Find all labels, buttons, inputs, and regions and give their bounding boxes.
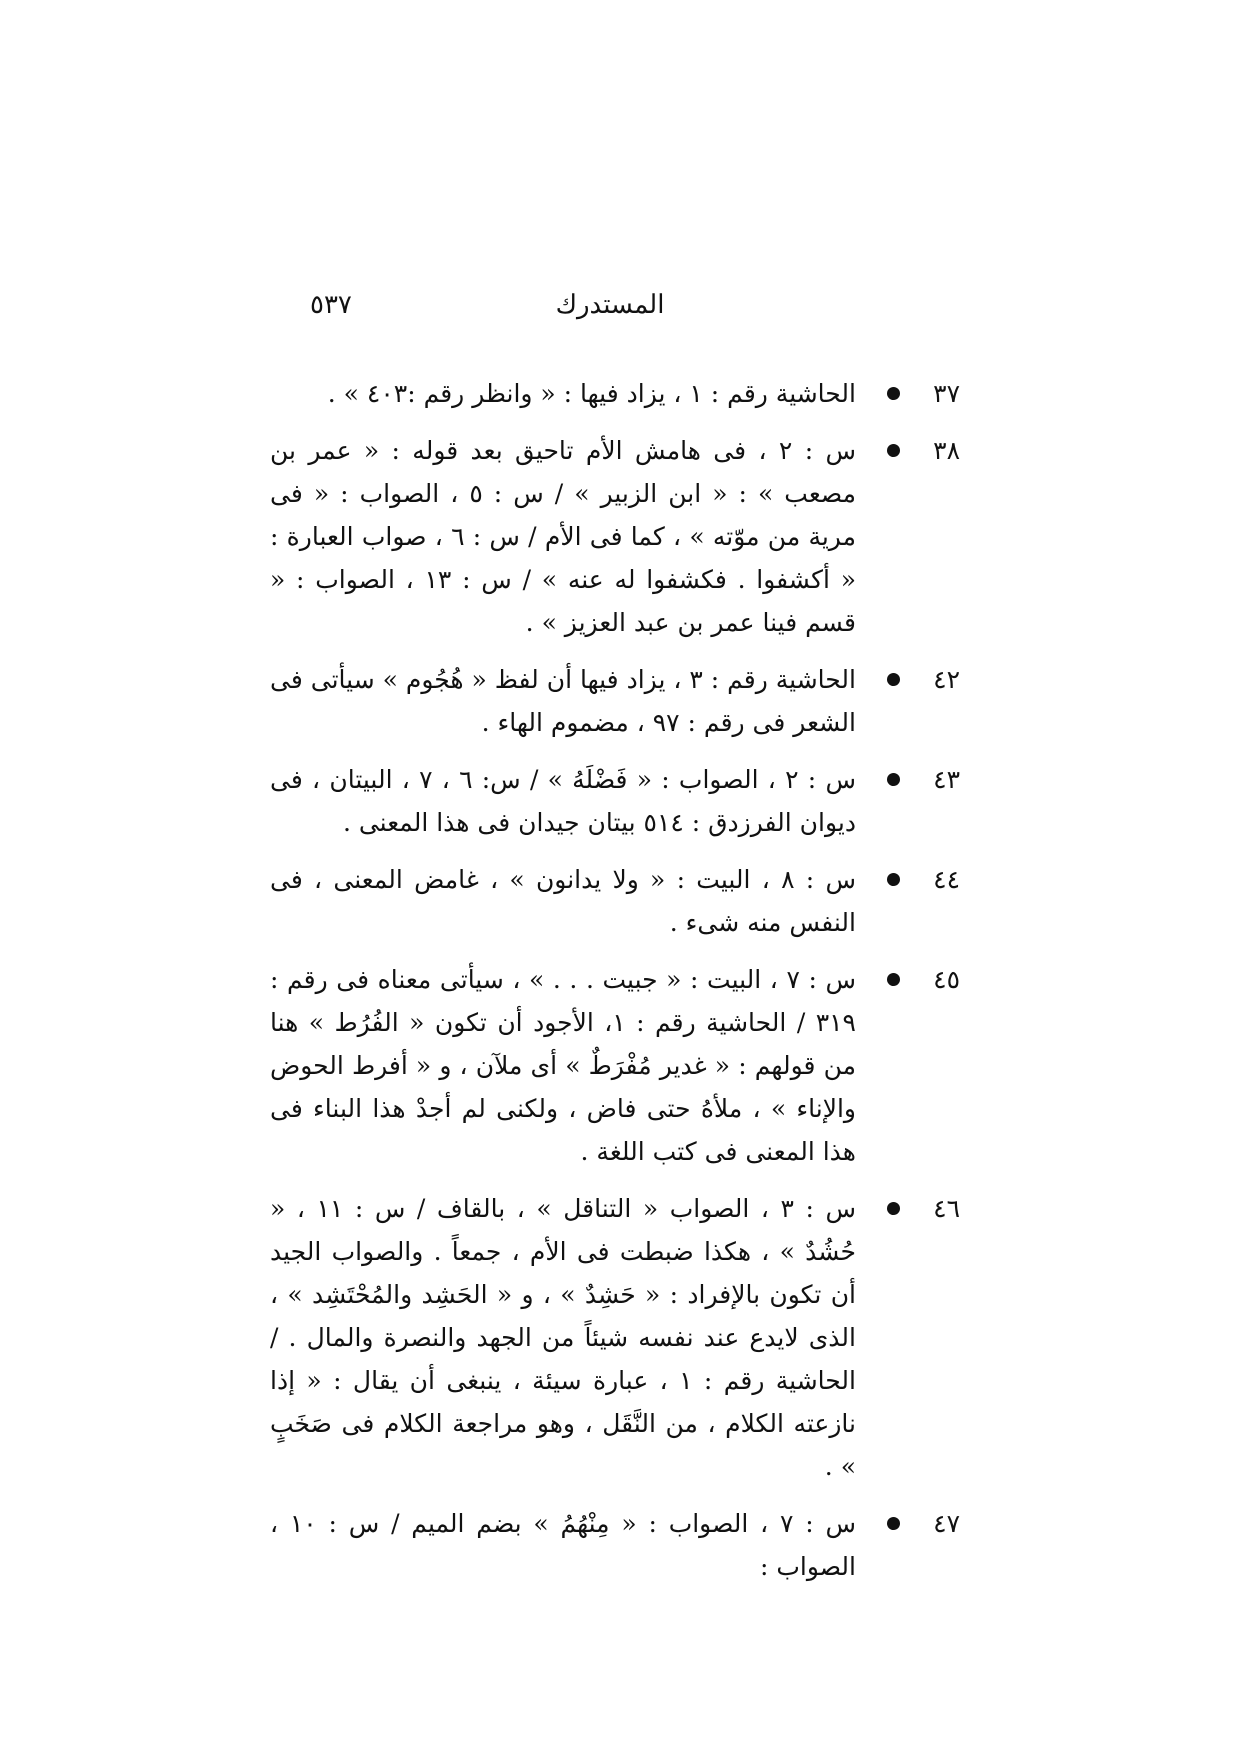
bullet-icon [887, 1202, 900, 1215]
entry-text: س : ٧ ، البيت : « جبيت . . . » ، سيأتى معناه فى رقم : ٣١٩ / الحاشية رقم : ١، الأجود أن تكون « الفُرُط » هنا من قولهم : « غدير مُفْرَطٌ » أى ملآن ، و « أفرط الحوض والإناء » ، ملأهُ حتى فاض ، ولكنى لم أجدْ هذا البناء فى هذا المعنى فى كتب اللغة . [270, 965, 856, 1166]
bullet-icon [887, 673, 900, 686]
entry-number: ٤٧ [933, 1509, 960, 1538]
entry-43 [270, 758, 960, 844]
entry-text: الحاشية رقم : ١ ، يزاد فيها : « وانظر رقم :٤٠٣ » . [327, 379, 856, 408]
page-number: ٥٣٧ [310, 290, 352, 320]
bullet-icon [887, 387, 900, 400]
bullet-icon [887, 973, 900, 986]
entry-number: ٤٥ [933, 965, 960, 994]
entry-text: س : ٣ ، الصواب « التناقل » ، بالقاف / س : ١١ ، « حُشُدٌ » ، هكذا ضبطت فى الأم ، جمعاً . والصواب الجيد أن تكون بالإفراد : « حَشِدٌ » ، و « الحَشِد والمُحْتَشِد » ، الذى لايدع عند نفسه شيئاً من الجهد والنصرة والمال . / الحاشية رقم : ١ ، عبارة سيئة ، ينبغى أن يقال : « إذا نازعته الكلام ، من النَّقَل ، وهو مراجعة الكلام فى صَخَبٍ » . [270, 1194, 856, 1481]
entry-number: ٤٣ [933, 765, 960, 794]
entry-37 [270, 372, 960, 415]
entry-text: س : ٨ ، البيت : « ولا يدانون » ، غامض المعنى ، فى النفس منه شىء . [270, 865, 856, 937]
entry-number: ٤٤ [933, 865, 960, 894]
bullet-icon [887, 444, 900, 457]
entry-42 [270, 658, 960, 744]
entry-38 [270, 429, 960, 644]
bullet-icon [887, 873, 900, 886]
bullet-icon [887, 773, 900, 786]
entry-number: ٤٦ [933, 1194, 960, 1223]
entry-text: س : ٢ ، فى هامش الأم تاحيق بعد قوله : « عمر بن مصعب » : « ابن الزبير » / س : ٥ ، الصواب : « فى مرية من موّته » ، كما فى الأم / س : ٦ ، صواب العبارة : « أكشفوا . فكشفوا له عنه » / س : ١٣ ، الصواب : « قسم فينا عمر بن عبد العزيز » . [270, 436, 856, 637]
entry-47 [270, 1502, 960, 1588]
bullet-icon [887, 1517, 900, 1530]
entries-list [270, 372, 960, 1602]
running-head [270, 290, 950, 340]
running-title: المستدرك [555, 290, 665, 320]
entry-text: س : ٢ ، الصواب : « فَضْلَهُ » / س: ٦ ، ٧ ، البيتان ، فى ديوان الفرزدق : ٥١٤ بيتان جيدان فى هذا المعنى . [270, 765, 856, 837]
entry-number: ٤٢ [933, 665, 960, 694]
entry-45 [270, 958, 960, 1173]
entry-46 [270, 1187, 960, 1488]
entry-44 [270, 858, 960, 944]
entry-number: ٣٧ [933, 379, 960, 408]
entry-text: س : ٧ ، الصواب : « مِنْهُمُ » بضم الميم / س : ١٠ ، الصواب : [270, 1509, 856, 1581]
entry-text: الحاشية رقم : ٣ ، يزاد فيها أن لفظ « هُجُوم » سيأتى فى الشعر فى رقم : ٩٧ ، مضموم الهاء . [270, 665, 856, 737]
entry-number: ٣٨ [933, 436, 960, 465]
